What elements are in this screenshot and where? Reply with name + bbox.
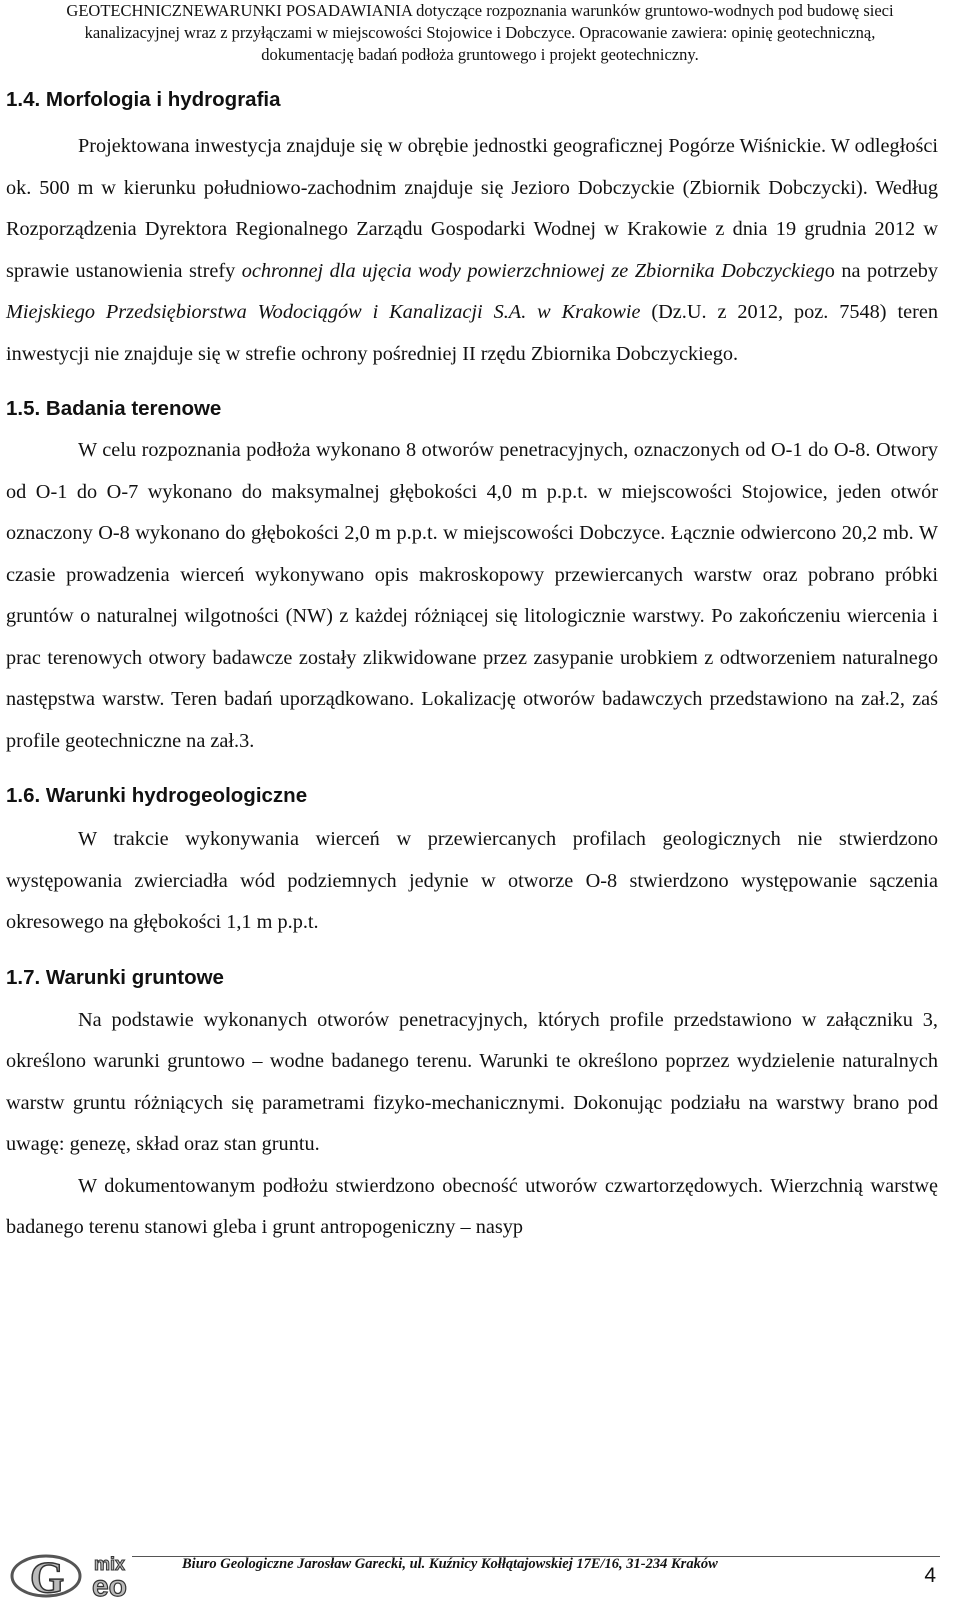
paragraph-morfologia (6, 126, 938, 375)
paragraph-badania (6, 430, 938, 762)
logo-text-mix: mix (94, 1554, 126, 1574)
paragraph-grunty-2 (6, 1166, 938, 1249)
text-run: W celu rozpoznania podłoża wykonano 8 otworów penetracyjnych, oznaczonych od O-1 do O-8. Otwory od O-1 do O-7 wykonano do maksymalnej głębokości 4,0 m p.p.t. w miejscowości Stojowice, jeden otwór oznaczony O-8 wykonano do głębokości 2,0 m p.p.t. w miejscowości Dobczyce. Łącznie odwiercono 20,2 mb. W czasie prowadzenia wierceń wykonywano opis makroskopowy przewiercanych warstw oraz pobrano próbki gruntów o naturalnej wilgotności (NW) z każdej różniącej się litologicznie warstwy. Po zakończeniu wiercenia i prac terenowych otwory badawcze zostały zlikwidowane przez zasypanie urobkiem z odtworzeniem naturalnego następstwa warstw. Teren badań uporządkowano. Lokalizację otworów badawczych przedstawiono na zał.2, zaś profile geotechniczne na zał.3. (6, 439, 938, 752)
document-body (6, 88, 938, 1249)
paragraph-grunty-1 (6, 1000, 938, 1166)
heading-1-6: 1.6. Warunki hydrogeologiczne (6, 784, 308, 807)
logo-letter-g: G (30, 1553, 65, 1598)
text-run: W dokumentowanym podłożu stwierdzono obecność utworów czwartorzędowych. Wierzchnią warstwę badanego terenu stanowi gleba i grunt antropogeniczny – nasyp (6, 1174, 938, 1238)
text-run: o na potrzeby (824, 259, 938, 282)
page-number: 4 (924, 1564, 936, 1587)
paragraph-hydrogeologia (6, 819, 938, 944)
logo-text-eo: eo (92, 1570, 128, 1598)
text-run: W trakcie wykonywania wierceń w przewiercanych profilach geologicznych nie stwierdzono występowania zwierciadła wód podziemnych jedynie w otworze O-8 stwierdzono występowanie sączenia okresowego na głębokości 1,1 m p.p.t. (6, 828, 938, 933)
company-logo (6, 1550, 186, 1598)
header-line-1: GEOTECHNICZNEWARUNKI POSADAWIANIA dotyczące rozpoznania warunków gruntowo-wodnych pod budowę sieci (66, 1, 894, 20)
geomix-logo-icon (6, 1550, 186, 1598)
italic-run-1: ochronnej dla ujęcia wody powierzchniowej ze Zbiornika Dobczyckieg (241, 259, 825, 282)
document-header (0, 0, 960, 66)
heading-1-5: 1.5. Badania terenowe (6, 397, 222, 420)
heading-1-4: 1.4. Morfologia i hydrografia (6, 88, 281, 111)
page-footer (0, 1548, 960, 1602)
company-address: Biuro Geologiczne Jarosław Garecki, ul. Kuźnicy Kołłątajowskiej 17E/16, 31-234 Kraków (182, 1556, 718, 1572)
text-run: Projektowana inwestycja znajduje się w obrębie jednostki geograficznej Pogórze Wiśnickie. W odległości ok. 500 m w kierunku południowo-zachodnim znajduje się Jezioro Dobczyckie (Zbiornik Dobczycki). Według Rozporządzenia Dyrektora Regionalnego Zarządu Gospodarki Wodnej w Krakowie z dnia 19 grudnia 2012 w sprawie ustanowienia strefy (6, 135, 938, 282)
header-line-2: kanalizacyjnej wraz z przyłączami w miejscowości Stojowice i Dobczyce. Opracowanie zawiera: opinię geotechniczną, (84, 23, 876, 42)
header-line-3: dokumentację badań podłoża gruntowego i projekt geotechniczny. (261, 45, 699, 64)
heading-1-7: 1.7. Warunki gruntowe (6, 965, 224, 989)
italic-run-2: Miejskiego Przedsiębiorstwa Wodociągów i Kanalizacji S.A. w Krakowie (6, 301, 641, 323)
text-run: (Dz.U. z 2012, poz. 7548) teren inwestycji nie znajduje się w strefie ochrony pośredniej II rzędu Zbiornika Dobczyckiego. (6, 301, 938, 365)
text-run: Na podstawie wykonanych otworów penetracyjnych, których profile przedstawiono w załączniku 3, określono warunki gruntowo – wodne badanego terenu. Warunki te określono poprzez wydzielenie naturalnych warstw gruntu różniących się parametrami fizyko-mechanicznymi. Dokonując podziału na warstwy brano pod uwagę: genezę, skład oraz stan gruntu. (6, 1008, 938, 1155)
